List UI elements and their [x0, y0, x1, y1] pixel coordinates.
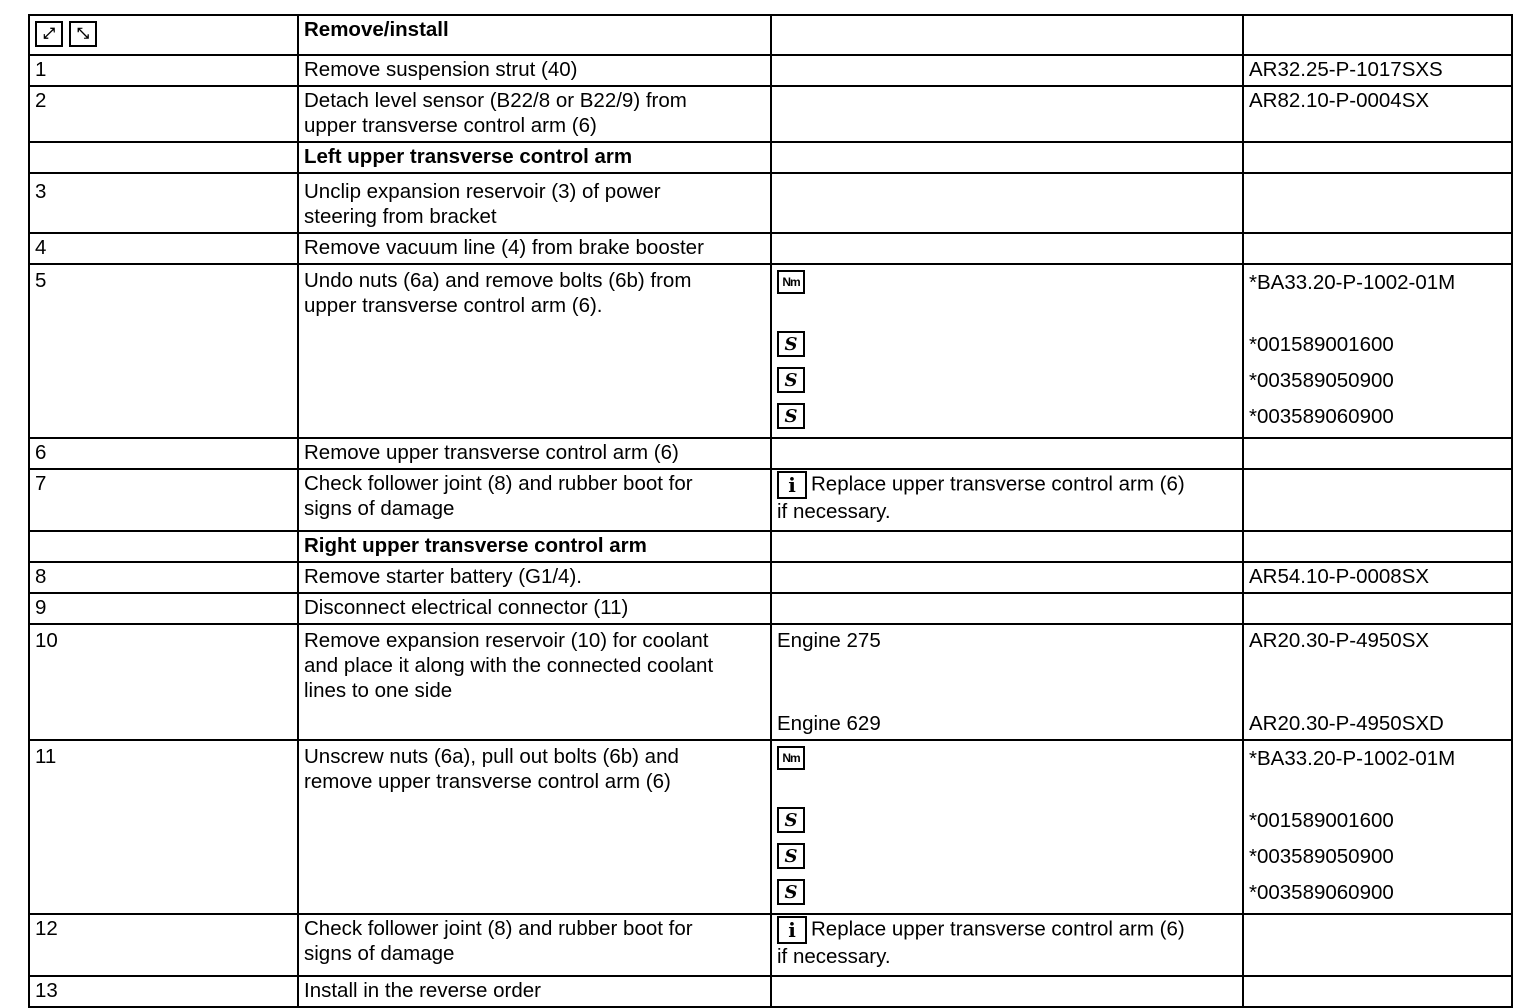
step-text: Unclip expansion reservoir (3) of power steering from bracket	[298, 173, 771, 233]
table-row	[29, 624, 1512, 740]
reference-column	[1243, 264, 1512, 438]
table-row	[29, 86, 1512, 142]
header-title: Remove/install	[298, 15, 771, 55]
reference-link[interactable]: *003589060900	[1249, 880, 1394, 904]
note-text: if necessary.	[777, 500, 891, 523]
table-row	[29, 593, 1512, 624]
reference-link[interactable]: *BA33.20-P-1002-01M	[1249, 747, 1456, 770]
reference-link[interactable]: *003589050900	[1249, 844, 1394, 868]
step-text: Check follower joint (8) and rubber boot for signs of damage	[298, 914, 771, 976]
reference-link[interactable]: *001589001600	[1249, 332, 1394, 356]
step-number: 2	[29, 86, 298, 142]
engine-label: Engine 629	[777, 712, 881, 735]
engine-label: Engine 275	[777, 629, 881, 652]
icon-column	[771, 264, 1243, 438]
special-tool-icon[interactable]: S	[777, 367, 805, 393]
special-tool-icon[interactable]: S	[777, 879, 805, 905]
note-text: Replace upper transverse control arm (6)	[811, 917, 1185, 941]
section-row	[29, 531, 1512, 562]
reference-link[interactable]: AR20.30-P-4950SX	[1249, 629, 1430, 652]
engine-cell	[771, 624, 1243, 740]
reference-link[interactable]: *BA33.20-P-1002-01M	[1249, 271, 1456, 294]
note-cell	[771, 914, 1243, 976]
step-text: Undo nuts (6a) and remove bolts (6b) from upper transverse control arm (6).	[298, 264, 771, 438]
step-text: Check follower joint (8) and rubber boot for signs of damage	[298, 469, 771, 531]
step-number: 1	[29, 55, 298, 86]
reference-link[interactable]: *001589001600	[1249, 808, 1394, 832]
torque-icon[interactable]: Nm	[777, 270, 805, 294]
info-icon[interactable]: i	[777, 916, 807, 944]
step-text: Remove vacuum line (4) from brake booster	[298, 233, 771, 264]
section-title: Right upper transverse control arm	[298, 531, 771, 562]
special-tool-icon[interactable]: S	[777, 843, 805, 869]
note-cell	[771, 469, 1243, 531]
procedure-table	[28, 14, 1513, 1008]
reference-link[interactable]: *003589050900	[1249, 368, 1394, 392]
reference-column	[1243, 740, 1512, 914]
step-text: Remove upper transverse control arm (6)	[298, 438, 771, 469]
special-tool-icon[interactable]: S	[777, 331, 805, 357]
collapse-all-icon[interactable]: ⤡	[69, 21, 97, 47]
expand-all-icon[interactable]: ⤢	[35, 21, 63, 47]
torque-icon[interactable]: Nm	[777, 746, 805, 770]
special-tool-icon[interactable]: S	[777, 403, 805, 429]
step-number: 12	[29, 914, 298, 976]
note-text: if necessary.	[777, 945, 891, 968]
step-text: Remove starter battery (G1/4).	[298, 562, 771, 593]
step-number: 6	[29, 438, 298, 469]
step-number: 9	[29, 593, 298, 624]
step-number: 11	[29, 740, 298, 914]
section-row	[29, 142, 1512, 173]
step-number: 8	[29, 562, 298, 593]
table-row	[29, 562, 1512, 593]
table-row	[29, 264, 1512, 438]
table-row	[29, 914, 1512, 976]
step-text: Install in the reverse order	[298, 976, 771, 1007]
header-row	[29, 15, 1512, 55]
step-number: 5	[29, 264, 298, 438]
table-row	[29, 469, 1512, 531]
step-number: 7	[29, 469, 298, 531]
step-text: Detach level sensor (B22/8 or B22/9) from upper transverse control arm (6)	[298, 86, 771, 142]
step-text: Remove expansion reservoir (10) for coolant and place it along with the connected coolant lines to one side	[298, 624, 771, 740]
reference-link[interactable]: AR32.25-P-1017SXS	[1243, 55, 1512, 86]
note-text: Replace upper transverse control arm (6)	[811, 472, 1185, 496]
step-number: 4	[29, 233, 298, 264]
step-text: Unscrew nuts (6a), pull out bolts (6b) and remove upper transverse control arm (6)	[298, 740, 771, 914]
step-number: 3	[29, 173, 298, 233]
table-row	[29, 740, 1512, 914]
section-title: Left upper transverse control arm	[298, 142, 771, 173]
table-row	[29, 55, 1512, 86]
reference-link[interactable]: AR20.30-P-4950SXD	[1249, 712, 1444, 735]
table-row	[29, 173, 1512, 233]
reference-link[interactable]: AR82.10-P-0004SX	[1243, 86, 1512, 142]
step-number: 10	[29, 624, 298, 740]
reference-column	[1243, 624, 1512, 740]
step-text: Disconnect electrical connector (11)	[298, 593, 771, 624]
special-tool-icon[interactable]: S	[777, 807, 805, 833]
step-text: Remove suspension strut (40)	[298, 55, 771, 86]
reference-link[interactable]: *003589060900	[1249, 404, 1394, 428]
step-number: 13	[29, 976, 298, 1007]
table-row	[29, 976, 1512, 1007]
info-icon[interactable]: i	[777, 471, 807, 499]
table-row	[29, 233, 1512, 264]
icon-column	[771, 740, 1243, 914]
reference-link[interactable]: AR54.10-P-0008SX	[1243, 562, 1512, 593]
table-row	[29, 438, 1512, 469]
